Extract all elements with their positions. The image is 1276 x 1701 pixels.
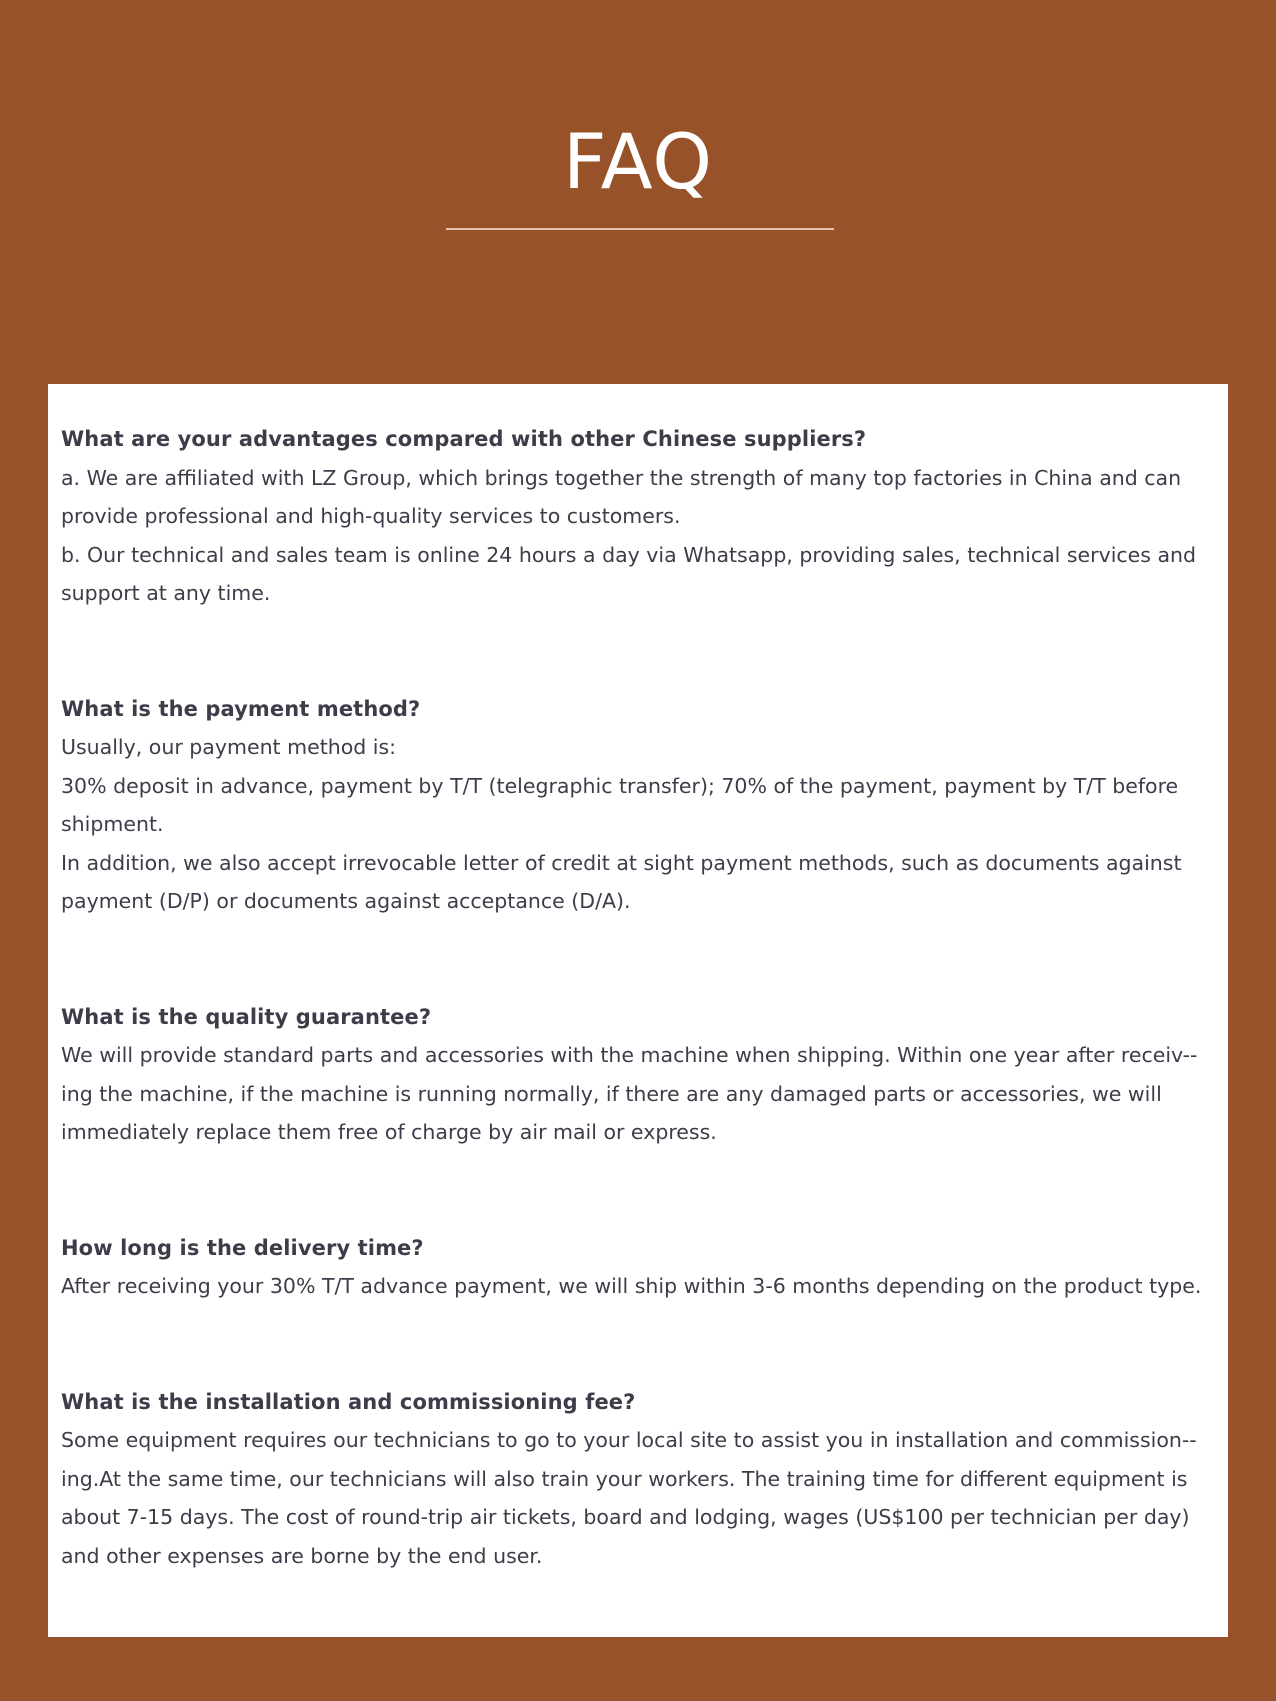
- faq-answer: a. We are affiliated with LZ Group, which brings together the strength of many top factories in China and can provide professional and high-quality services to customers.: [61, 465, 1182, 528]
- page-header: [0, 0, 1276, 384]
- faq-answer: After receiving your 30% T/T advance payment, we will ship within 3-6 months depending on the product type.: [61, 1274, 1202, 1298]
- faq-answer: We will provide standard parts and accessories with the machine when shipping. Within one year after receiv--ing the machine, if the machine is running normally, if there are any damaged parts or accessories, we will immediately replace them free of charge by air mail or express.: [61, 1043, 1198, 1144]
- faq-question: What is the quality guarantee?: [61, 1004, 432, 1029]
- faq-item-payment: [61, 690, 1220, 921]
- faq-question: What are your advantages compared with other Chinese suppliers?: [61, 427, 867, 451]
- page-title: FAQ: [562, 117, 714, 206]
- faq-answer: Some equipment requires our technicians to go to your local site to assist you in installation and commission--ing.At the same time, our technicians will also train your workers. The training time for different equipment is about 7-15 days. The cost of round-trip air tickets, board and lodging, wages (US$100 per technician per day) and other expenses are borne by the end user.: [61, 1428, 1197, 1568]
- faq-panel: [48, 384, 1228, 1637]
- faq-answer: Usually, our payment method is:: [61, 735, 397, 759]
- faq-question: How long is the delivery time?: [61, 1235, 424, 1260]
- title-divider: [446, 228, 834, 230]
- faq-question: What is the payment method?: [61, 696, 421, 721]
- faq-answer: 30% deposit in advance, payment by T/T (telegraphic transfer); 70% of the payment, payment by T/T before shipment.: [61, 773, 1179, 836]
- faq-item-delivery: [61, 1229, 1220, 1306]
- faq-question: What is the installation and commissioning fee?: [61, 1389, 636, 1414]
- faq-answer: In addition, we also accept irrevocable letter of credit at sight payment methods, such as documents against payment (D/P) or documents against acceptance (D/A).: [61, 850, 1182, 913]
- faq-item-advantages: [61, 420, 1220, 613]
- faq-answer: b. Our technical and sales team is online 24 hours a day via Whatsapp, providing sales, technical services and support at any time.: [61, 542, 1197, 605]
- faq-item-installation: [61, 1383, 1220, 1576]
- faq-item-quality: [61, 998, 1220, 1152]
